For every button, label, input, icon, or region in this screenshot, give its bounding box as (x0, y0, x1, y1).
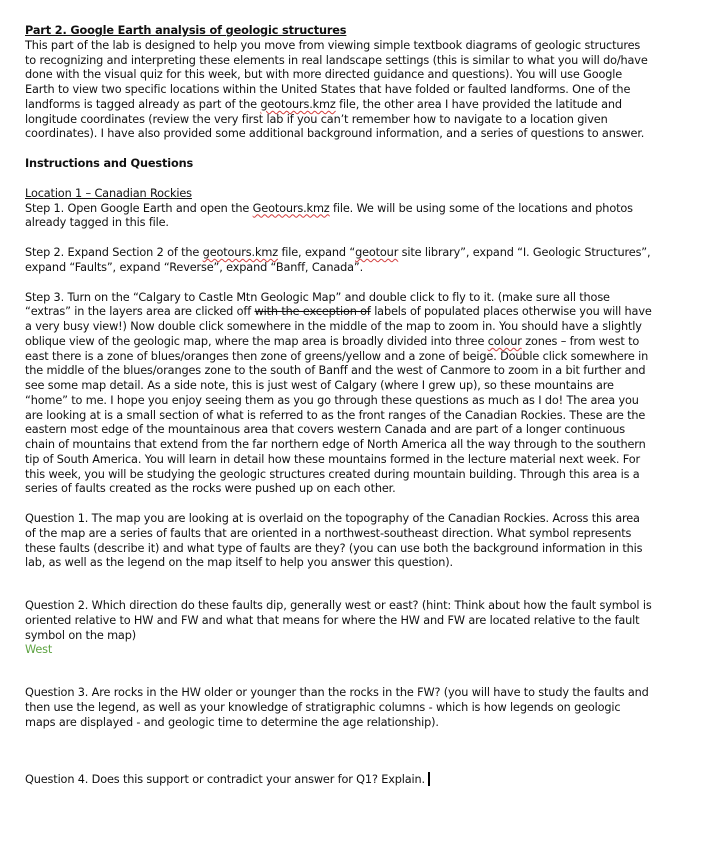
question-4-line (25, 772, 653, 788)
step-3: Step 3. Turn on the “Calgary to Castle Mtn Geologic Map” and double click to fly to it. (make sure all those “extras” in the layers area are clicked off with the exception of labels of populated places otherwise you will have a very busy view!) Now double click somewhere in the middle of the map to zoom in. You should have a slightly oblique view of the geologic map, where the map area is broadly divided into three colour zones – from west to east there is a zone of blues/oranges then zone of greens/yellow and a zone of beige. Double click somewhere in the middle of the blues/oranges zone to the south of Banff and the west of Canmore to zoom in a bit further and see some map detail. As a side note, this is just west of Calgary (where I grew up), so these mountains are “home” to me. I hope you enjoy seeing them as you go through these questions as much as I do! The area you are looking at is a small section of what is referred to as the front ranges of the Canadian Rockies. These are the eastern most edge of the mountainous area that covers western Canada and are part of a longer continuous chain of mountains that extend from the far northern edge of North America all the way through to the southern tip of South America. You will learn in detail how these mountains formed in the lecture material next week. For this week, you will be studying the geologic structures created during mountain building. Through this area is a series of faults created as the rocks were pushed up on each other. (25, 290, 652, 496)
step-1: Step 1. Open Google Earth and open the Geotours.kmz file. We will be using some of the locations and photos already tagged in this file. (25, 201, 633, 230)
spelling-flag: colour (487, 334, 522, 348)
spelling-flag: geotour (355, 246, 399, 259)
spelling-flag: geotours.kmz (202, 246, 279, 259)
question-3: Question 3. Are rocks in the HW older or younger than the rocks in the FW? (you will have to study the faults and then use the legend, as well as your knowledge of stratigraphic columns - which is how legends on geologic maps are displayed - and geologic time to determine the age relationship). (25, 686, 649, 729)
intro-paragraph: This part of the lab is designed to help you move from viewing simple textbook diagrams of geologic structures to recognizing and interpreting these elements in real landscape settings (this is similar to what you will do/have done with the visual quiz for this week, but with more directed guidance and questions). You will use Google Earth to view two specific locations within the United States that have folded or faulted landforms. One of the landforms is tagged already as part of the geotours.kmz file, the other area I have provided the latitude and longitude coordinates (review the very first lab if you can’t remember how to navigate to a location given coordinates). I have also provided some additional background information, and a series of questions to answer. (25, 38, 648, 141)
step-2: Step 2. Expand Section 2 of the geotours.kmz file, expand “geotour site library”, expand “I. Geologic Structures”, expand “Faults”, expand “Reverse”, expand “Banff, Canada”. (25, 246, 651, 274)
section-title: Part 2. Google Earth analysis of geologic structures (25, 24, 347, 37)
spelling-flag: Geotours.kmz (252, 201, 330, 215)
question-2-answer[interactable]: West (25, 643, 53, 657)
question-1: Question 1. The map you are looking at is overlaid on the topography of the Canadian Rockies. Across this area of the map are a series of faults that are oriented in a northwest-southeast direction. What symbol represents these faults (describe it) and what type of faults are they? (you can use both the background information in this lab, as well as the legend on the map itself to help you answer this question). (25, 512, 643, 570)
text-cursor[interactable] (428, 772, 430, 786)
location-heading: Location 1 – Canadian Rockies (25, 186, 192, 200)
spelling-flag: geotours.kmz (260, 97, 336, 111)
tracked-deletion: with the exception of (254, 305, 371, 319)
instructions-heading: Instructions and Questions (25, 157, 194, 170)
question-4: Question 4. Does this support or contradict your answer for Q1? Explain. (25, 773, 425, 787)
question-2: Question 2. Which direction do these faults dip, generally west or east? (hint: Think about how the fault symbol is oriented relative to HW and FW and what that means for where the HW and FW are located relative to the fault symbol on the map) (25, 599, 652, 642)
document-body[interactable] (25, 24, 653, 788)
